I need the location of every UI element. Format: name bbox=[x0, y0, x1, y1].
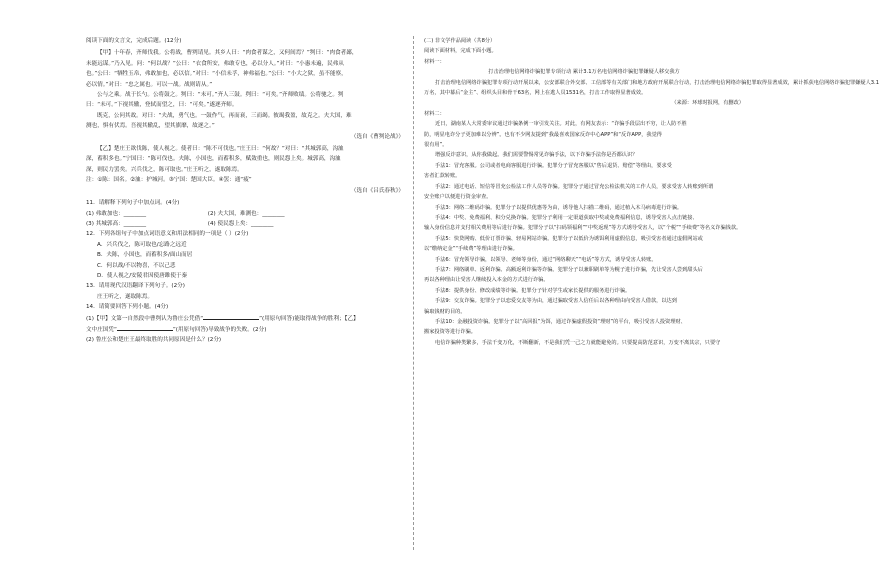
material-2-text: 增强反诈意识，从你我做起。我们需要警惕常见诈骗手法，以下诈骗手法你是否都认识？ bbox=[435, 152, 638, 159]
material-1-text: 打击治理电信网络诈骗犯罪专项行动开展以来，公安部联合外交部、工信部等有关部门和地方政府开展联合行动，打击治理电信网络诈骗犯罪取得显著成效，累计抓获电信网络诈骗犯罪嫌疑人3.1 bbox=[435, 79, 879, 86]
material-2-text: 很有用”。 bbox=[424, 142, 448, 149]
section-intro: 阅读下面材料，完成下面小题。 bbox=[424, 48, 497, 55]
q14-2: (2) 鲁庄公和楚庄王最终取胜的共同原因是什么？(2分) bbox=[86, 337, 222, 344]
question-11: 11．请解释下列句子中加点词。(4分) bbox=[86, 200, 180, 207]
material-2-text: 再以各种理由让受害人继续投入本金的方式进行诈骗。 bbox=[424, 277, 549, 284]
passage2-line: 深，蓄积多也。”宁国曰：“陈可伐也。夫陈，小国也，而蓄积多，赋敛重也，则民怨上矣。城郭高，沟洫 bbox=[86, 156, 341, 163]
material-1-title: 打击治理电信网络诈骗犯罪专项行动 累计3.1万名电信网络诈骗犯罪嫌疑人移交我方 bbox=[488, 69, 680, 76]
left-column bbox=[86, 36, 404, 346]
passage1-line: 测也，惧有伏焉。吾视其辙乱，望其旗靡，故逐之。” bbox=[86, 123, 215, 130]
q11-item-4: (4) 使民怨上矣：________ bbox=[207, 220, 274, 227]
material-2-text: 以“缴纳定金”“手续费”等理由进行诈骗。 bbox=[424, 246, 518, 253]
source-citation-2: （选自《吕氏春秋》） bbox=[350, 187, 404, 194]
passage1-line: 必以情。”对曰：“忠之属也。可以一战。战则请从。” bbox=[86, 81, 213, 88]
material-2-text: 手法1：冒充客服。公司或者电商客服进行诈骗。犯罪分子冒充客服以“售后退货、赔偿”等理由，要求受 bbox=[435, 162, 672, 169]
material-2-text: 近日，湖南某人大常委审议通过诈骗条例一审引发关注。对此，有网友表示：“诈骗手段层出不穷，让人防不胜 bbox=[435, 121, 687, 128]
q14-1-text-a: (1)【甲】文第一自然段中曹刿认为鲁庄公凭借“ bbox=[86, 315, 204, 322]
passage2-line: 【乙】楚庄王欲伐陈，使人视之。使者曰：“陈不可伐也。”庄王曰：“何故？”对曰：“其城郭高，沟洫 bbox=[97, 146, 344, 153]
question-14: 14．请简要回答下列小题。(4分) bbox=[86, 304, 169, 311]
material-2-text: 电信诈骗种类繁多，手法千变万化，不断翻新，不是我们凭一己之力就能避免的。只要提高防范意识，万变不离其宗，只要守 bbox=[435, 339, 721, 346]
q14-1-text-d: ”(用原句回答)导致战争的失败。(2分) bbox=[172, 326, 267, 333]
q12-option-b: B．夫陈，小国也，而蓄积多/面山而居 bbox=[97, 252, 193, 259]
passage1-line: 公与之乘。战于长勺。公将鼓之。刿曰：“未可。”齐人三鼓。刿曰：“可矣。”齐师败绩。公将驰之。刿 bbox=[97, 92, 344, 99]
material-2-text: 手法6：冒充领导诈骗，以领导、老师等身份，通过“网络聊天”“电话”等方式，诱导受害人转账。 bbox=[435, 256, 657, 263]
material-2-text: 手法5：快贷网购、低价订票诈骗、轻易网站诈骗。犯罪分子以低价为诱饵利用虚假信息，吸引受害者通过虚假网站或 bbox=[435, 235, 703, 242]
q11-item-3: (3) 其城郭高：________ bbox=[86, 220, 147, 227]
q13-sentence: 庄王听之，遂取陈焉。 bbox=[97, 293, 153, 300]
right-column bbox=[424, 36, 879, 348]
material-2-text: 手法2：通过电话、短信等冒充公检法工作人员等诈骗。犯罪分子通过冒充公检法机关的工作人员，要求受害人转账到所谓 bbox=[435, 183, 714, 190]
material-2-text: 手法4：中奖、免费福利、积分兑换诈骗。犯罪分子利用一定渠道获取中奖或免费福利信息，诱导受害人点击链接、 bbox=[435, 214, 698, 221]
material-1-source: （来源：环球时报网，有删改） bbox=[671, 100, 744, 107]
passage1-line: 也。”公曰：“牺牲玉帛，弗敢加也，必以信。”对曰：“小信未孚，神弗福也。”公曰：“小大之狱，虽不能察， bbox=[86, 71, 347, 78]
material-2-text: 害者汇款转账。 bbox=[424, 173, 461, 180]
q11-item-2: (2) 夫大国，难测也：________ bbox=[207, 210, 285, 217]
q12-option-a: A．兴兵伐之，陈可取也/忘路之远近 bbox=[97, 241, 187, 248]
question-12: 12．下列各组句子中加点词语意义和用法相同的一项是（ ）(2分) bbox=[86, 231, 249, 238]
passage1-line: 【甲】十年春，齐师伐我。公将战，曹刿请见。其乡人曰：“肉食者谋之，又何间焉？”刿曰：“肉食者鄙， bbox=[97, 50, 358, 57]
passage2-line: 深，则民力罢矣。兴兵伐之，陈可取也。”庄王听之，遂取陈焉。 bbox=[86, 166, 243, 173]
section-heading: (二) 非文学作品阅读（共8分） bbox=[424, 38, 496, 44]
q14-1-text-c: 文中庄国凭“ bbox=[86, 326, 117, 333]
material-2-text: 骗取钱财的目的。 bbox=[424, 308, 466, 315]
material-2-text: 手法8：提供身份、修改成绩等诈骗。犯罪分子针对学生或家长提供的服务进行诈骗。 bbox=[435, 287, 631, 294]
q12-option-d: D．使人视之/安陵君因使唐雎使于秦 bbox=[97, 272, 188, 279]
column-divider bbox=[413, 36, 414, 550]
material-2-text: 手法3：网络二维码诈骗。犯罪分子以提供优惠等为由，诱导他人扫描二维码，通过植入木马病毒进行诈骗。 bbox=[435, 204, 683, 211]
passage1-line: 未能远谋。”乃入见。问：“何以战？”公曰：“衣食所安，弗敢专也，必以分人。”对曰：“小惠未遍，民弗从 bbox=[86, 60, 344, 67]
material-2-text: 手法10：金融投资诈骗。犯罪分子以“高回报”为饵，通过诈骗虚假投资“理财”的平台，吸引受害人投资理财、 bbox=[435, 318, 686, 325]
material-1-label: 材料一： bbox=[424, 58, 445, 65]
material-2-text: 输入身份信息并支付相关费用等后进行诈骗。犯罪分子以“扫码领福利”“中奖返现”等方式诱导受害人，以“个税”“手续费”等名义诈骗钱款。 bbox=[424, 225, 742, 232]
material-2-text: 防，明显电诈分子更加难以分辨”。也有不少网友提到“我最喜欢国家反诈中心APP”和“反诈APP，我觉得 bbox=[424, 131, 662, 138]
material-2-text: 手法9：交友诈骗。犯罪分子以恋爱交友等为由，通过骗取受害人信任后以各种理由向受害人借款，以达到 bbox=[435, 298, 677, 305]
q11-item-1: (1) 弗敢加也：________ bbox=[86, 210, 147, 217]
material-2-label: 材料二： bbox=[424, 110, 445, 117]
material-2-text: 安全账户以便进行资金审查。 bbox=[424, 194, 492, 201]
question-13: 13．请用现代汉语翻译下列句子。(2分) bbox=[86, 283, 185, 290]
annotation-notes: 注：①陈：国名。②洫：护城河。③宁国：楚国大臣。④罢：通“疲” bbox=[86, 177, 252, 184]
q14-blank-2[interactable] bbox=[117, 324, 173, 331]
q14-blank-1[interactable] bbox=[203, 313, 259, 320]
material-2-text: 手法7：网络刷单、返利诈骗、高额返利诈骗等诈骗。犯罪分子以兼职刷单等为幌子进行诈骗，先让受害人尝到甜头后 bbox=[435, 266, 703, 273]
reading-intro: 阅读下面的文言文，完成后题。(12分) bbox=[86, 38, 182, 44]
q14-1-text-b: ”(用原句回答)能取得战争的胜利；【乙】 bbox=[259, 315, 359, 322]
material-2-text: 搬家投资等进行诈骗。 bbox=[424, 329, 476, 336]
q12-option-c: C．何以战/不以物喜，不以己悲 bbox=[97, 262, 176, 269]
source-citation-1: （选自《曹刿论战》） bbox=[350, 133, 404, 140]
material-1-text: 万名，其中幕后“金主”、组织头目和骨干63名，网上在逃人员1531名，打击工作取得显著成效。 bbox=[424, 90, 647, 97]
passage1-line: 既克，公问其故。对曰：“夫战，勇气也。一鼓作气，再而衰，三而竭。彼竭我盈，故克之。夫大国，难 bbox=[97, 112, 352, 119]
passage1-line: 曰：“未可。”下视其辙，登轼而望之，曰：“可矣。”遂逐齐师。 bbox=[86, 102, 238, 109]
